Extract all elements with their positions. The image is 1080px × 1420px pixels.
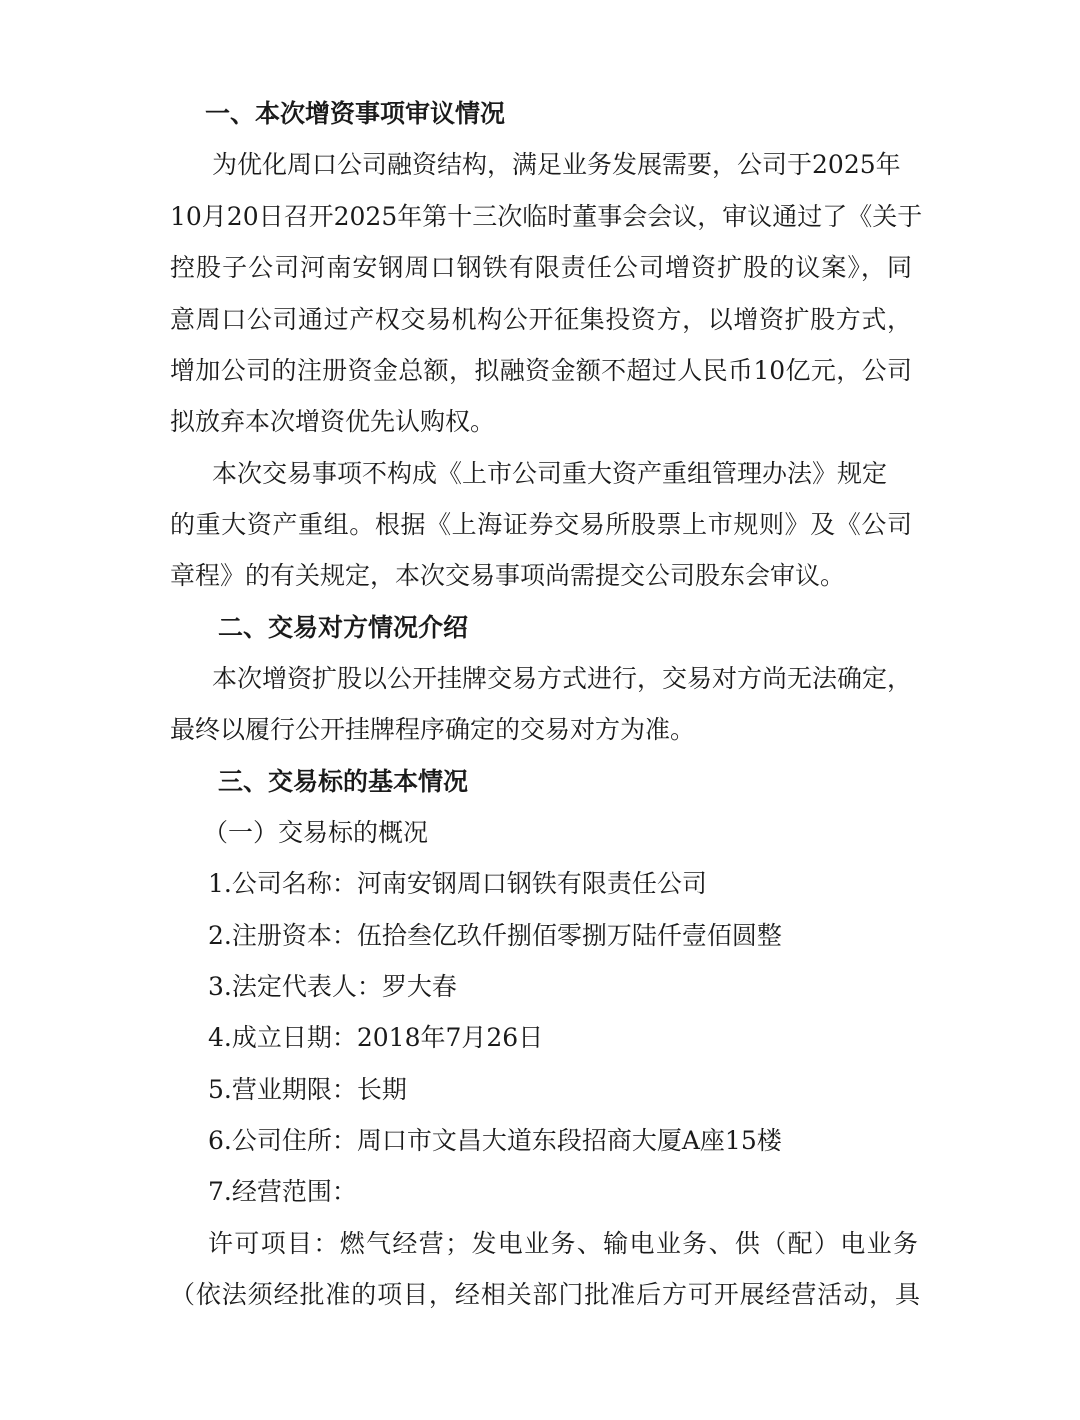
paragraph-line: 增加公司的注册资金总额，拟融资金额不超过人民币10亿元，公司: [170, 356, 912, 385]
paragraph-line: 本次增资扩股以公开挂牌交易方式进行，交易对方尚无法确定，: [212, 664, 913, 693]
paragraph-line: 拟放弃本次增资优先认购权。: [170, 407, 496, 436]
paragraph-line: 的重大资产重组。根据《上海证券交易所股票上市规则》及《公司: [170, 510, 912, 539]
paragraph-line: 本次交易事项不构成《上市公司重大资产重组管理办法》规定: [212, 459, 888, 488]
paragraph-line: 为优化周口公司融资结构，满足业务发展需要，公司于2025年: [212, 150, 901, 179]
info-item: 3.法定代表人：罗大春: [208, 972, 457, 1001]
paragraph-line: 控股子公司河南安钢周口钢铁有限责任公司增资扩股的议案》，同: [170, 253, 912, 282]
info-item: 6.公司住所：周口市文昌大道东段招商大厦A座15楼: [208, 1126, 782, 1155]
section-3-heading: 三、交易标的基本情况: [218, 767, 469, 796]
subsection-heading: （一）交易标的概况: [203, 818, 429, 847]
section-1-heading: 一、本次增资事项审议情况: [205, 99, 506, 128]
section-2-heading: 二、交易对方情况介绍: [218, 613, 469, 642]
paragraph-line: 意周口公司通过产权交易机构公开征集投资方，以增资扩股方式，: [170, 305, 912, 334]
info-item: 2.注册资本：伍拾叁亿玖仟捌佰零捌万陆仟壹佰圆整: [208, 921, 782, 950]
paragraph-line: （依法须经批准的项目，经相关部门批准后方可开展经营活动，具: [170, 1280, 920, 1309]
info-item: 4.成立日期：2018年7月26日: [208, 1023, 544, 1052]
info-item: 1.公司名称：河南安钢周口钢铁有限责任公司: [208, 869, 707, 898]
paragraph-line: 许可项目：燃气经营；发电业务、输电业务、供（配）电业务: [208, 1229, 918, 1258]
paragraph-line: 最终以履行公开挂牌程序确定的交易对方为准。: [170, 715, 696, 744]
paragraph-line: 10月20日召开2025年第十三次临时董事会会议，审议通过了《关于: [170, 202, 923, 231]
paragraph-line: 章程》的有关规定，本次交易事项尚需提交公司股东会审议。: [170, 561, 846, 590]
info-item: 5.营业期限：长期: [208, 1075, 407, 1104]
info-item: 7.经营范围：: [208, 1177, 357, 1206]
